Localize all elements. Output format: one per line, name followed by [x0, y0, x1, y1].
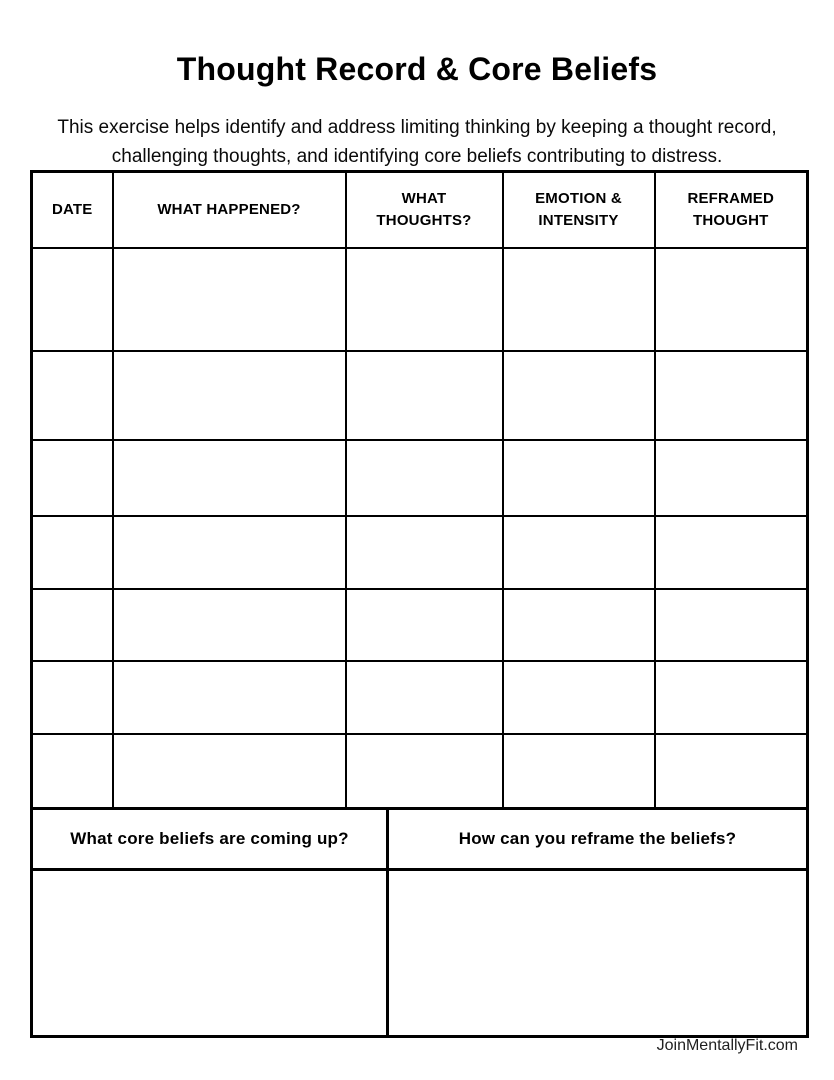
entry-cell-what-thoughts[interactable] — [346, 516, 503, 589]
entry-cell-reframe-beliefs[interactable] — [388, 870, 808, 1037]
entry-cell-reframed-thought[interactable] — [655, 351, 808, 440]
table-row — [32, 440, 808, 516]
entry-cell-date[interactable] — [32, 440, 113, 516]
entry-cell-emotion-intensity[interactable] — [503, 589, 655, 661]
intro-text: This exercise helps identify and address limiting thinking by keeping a thought record, challenging thoughts, and identifying core beliefs contributing to distress. — [57, 117, 777, 167]
page-title: Thought Record & Core Beliefs — [176, 51, 658, 88]
column-header-what-thoughts: WHAT THOUGHTS? — [346, 172, 503, 249]
table-row — [32, 248, 808, 351]
table-row — [32, 589, 808, 661]
entry-cell-what-happened[interactable] — [113, 248, 346, 351]
entry-cell-what-happened[interactable] — [113, 440, 346, 516]
column-header-reframe-beliefs: How can you reframe the beliefs? — [388, 809, 808, 870]
entry-cell-emotion-intensity[interactable] — [503, 440, 655, 516]
table-row — [32, 351, 808, 440]
entry-cell-reframed-thought[interactable] — [655, 248, 808, 351]
entry-cell-date[interactable] — [32, 516, 113, 589]
thought-record-header-row — [32, 172, 808, 249]
column-header-emotion-intensity: EMOTION & INTENSITY — [503, 172, 655, 249]
entry-cell-what-happened[interactable] — [113, 516, 346, 589]
entry-cell-reframed-thought[interactable] — [655, 440, 808, 516]
table-row — [32, 870, 808, 1037]
entry-cell-emotion-intensity[interactable] — [503, 516, 655, 589]
entry-cell-reframed-thought[interactable] — [655, 661, 808, 734]
entry-cell-what-happened[interactable] — [113, 661, 346, 734]
core-beliefs-header-row — [32, 809, 808, 870]
entry-cell-what-thoughts[interactable] — [346, 440, 503, 516]
table-row — [32, 661, 808, 734]
column-header-core-beliefs: What core beliefs are coming up? — [32, 809, 388, 870]
footer-site-name: JoinMentallyFit.com — [656, 1037, 798, 1054]
core-beliefs-table — [30, 807, 809, 1038]
entry-cell-emotion-intensity[interactable] — [503, 351, 655, 440]
entry-cell-reframed-thought[interactable] — [655, 516, 808, 589]
table-row — [32, 516, 808, 589]
thought-record-table — [30, 170, 809, 830]
column-header-reframed-thought: REFRAMED THOUGHT — [655, 172, 808, 249]
entry-cell-date[interactable] — [32, 248, 113, 351]
column-header-date: DATE — [32, 172, 113, 249]
entry-cell-emotion-intensity[interactable] — [503, 248, 655, 351]
column-header-what-happened: WHAT HAPPENED? — [113, 172, 346, 249]
entry-cell-what-happened[interactable] — [113, 351, 346, 440]
entry-cell-what-thoughts[interactable] — [346, 351, 503, 440]
entry-cell-what-thoughts[interactable] — [346, 589, 503, 661]
entry-cell-core-beliefs[interactable] — [32, 870, 388, 1037]
entry-cell-what-thoughts[interactable] — [346, 248, 503, 351]
entry-cell-date[interactable] — [32, 351, 113, 440]
entry-cell-reframed-thought[interactable] — [655, 589, 808, 661]
entry-cell-date[interactable] — [32, 661, 113, 734]
entry-cell-what-happened[interactable] — [113, 589, 346, 661]
entry-cell-emotion-intensity[interactable] — [503, 661, 655, 734]
entry-cell-what-thoughts[interactable] — [346, 661, 503, 734]
entry-cell-date[interactable] — [32, 589, 113, 661]
